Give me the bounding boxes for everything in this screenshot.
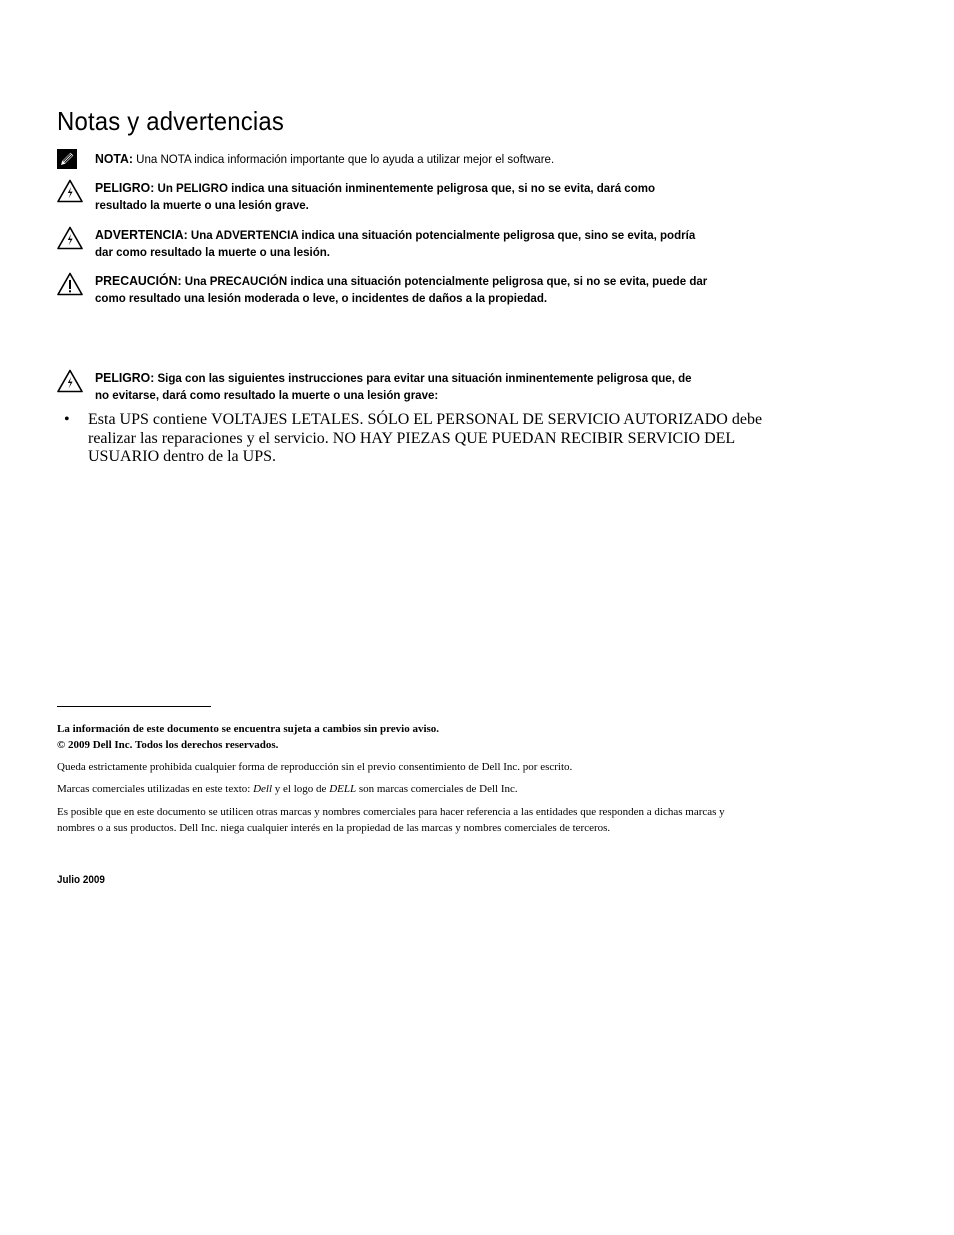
bullet-symbol: •	[64, 411, 70, 428]
danger-text	[95, 179, 709, 214]
trademark-text: y el logo de	[272, 783, 330, 795]
change-notice	[57, 722, 757, 753]
note-pencil-icon	[57, 150, 83, 176]
warning-body: Una ADVERTENCIA indica una situación potencialmente peligrosa que, sino se evita, podría dar como resultado la muerte o una lesión.	[95, 228, 696, 259]
bullet-text-part: dentro de la UPS.	[159, 448, 276, 465]
note-text	[95, 150, 709, 168]
bullet-text-part: Esta UPS contiene	[88, 411, 212, 428]
caution-text	[95, 272, 709, 307]
danger-instructions-label: PELIGRO:	[95, 370, 155, 385]
caution-body: Una PRECAUCIÓN indica una situación potencialmente peligrosa que, si no se evita, puede dar como resultado una lesión moderada o leve, o incidentes de daños a la propiedad.	[95, 274, 708, 305]
caution-label: PRECAUCIÓN:	[95, 273, 182, 288]
bullet-emphasis: NO HAY PIEZAS QUE PUEDAN RECIBIR SERVICIO DEL USUARIO	[88, 429, 735, 465]
trademark-text: son marcas comerciales de Dell Inc.	[356, 783, 518, 795]
danger-electric-icon	[57, 179, 83, 205]
other-marks-notice: Es posible que en este documento se utilicen otras marcas y nombres comerciales para hacer referencia a las entidades que responden a dichas marcas y nombres o a sus productos. Dell Inc. niega cualquier interés en la propiedad de las marcas y nombres comerciales de terceros.	[57, 806, 725, 834]
bullet-text-part: .	[359, 411, 368, 428]
danger-body: Un PELIGRO indica una situación inminentemente peligrosa que, si no se evita, dará como resultado la muerte o una lesión grave.	[95, 181, 656, 212]
danger-instructions-text	[95, 369, 709, 404]
reproduction-notice: Queda estrictamente prohibida cualquier forma de reproducción sin el previo consentimiento de Dell Inc. por escrito.	[57, 761, 573, 773]
publication-date: Julio 2009	[57, 874, 105, 886]
note-body: Una NOTA indica información importante que lo ayuda a utilizar mejor el software.	[136, 152, 555, 166]
footnote-divider	[57, 706, 211, 707]
danger-electric-icon	[57, 226, 83, 252]
caution-exclamation-icon	[57, 272, 83, 298]
bullet-emphasis: SÓLO EL PERSONAL DE SERVICIO AUTORIZADO	[367, 411, 728, 428]
bullet-text	[88, 411, 764, 467]
trademark-text: Marcas comerciales utilizadas en este texto:	[57, 783, 254, 795]
page-title: Notas y advertencias	[57, 106, 285, 136]
trademark-notice	[57, 782, 757, 798]
trademark-dell-logo: DELL	[329, 783, 357, 795]
trademark-dell: Dell	[253, 783, 273, 795]
danger-instructions-body: Siga con las siguientes instrucciones para evitar una situación inminentemente peligrosa que, de no evitarse, dará como resultado la muerte o una lesión grave:	[95, 371, 692, 402]
warning-text	[95, 226, 709, 261]
copyright-line: © 2009 Dell Inc. Todos los derechos reservados.	[57, 738, 279, 751]
danger-label: PELIGRO:	[95, 180, 155, 195]
change-notice-line: La información de este documento se encuentra sujeta a cambios sin previo aviso.	[57, 723, 440, 735]
danger-electric-icon	[57, 369, 83, 395]
note-label: NOTA:	[95, 151, 133, 166]
bullet-emphasis: VOLTAJES LETALES	[211, 411, 360, 428]
bullet-text-part: debe realizar las reparaciones y el servicio.	[88, 411, 763, 447]
warning-label: ADVERTENCIA:	[95, 227, 188, 242]
